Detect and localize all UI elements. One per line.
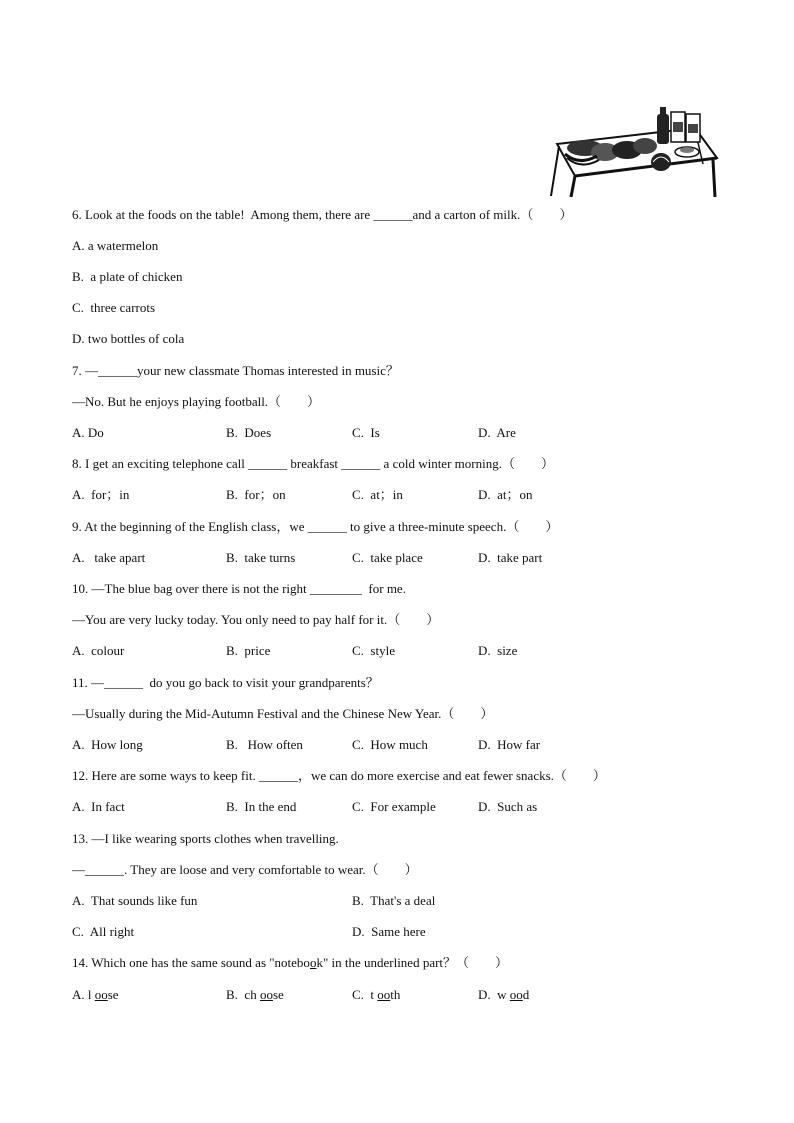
question-9-option-c: C. take place (352, 550, 423, 565)
question-12-option-c: C. For example (352, 799, 436, 814)
question-13-reply: —______. They are loose and very comfortable to wear.（ ） (72, 862, 418, 877)
question-10-option-a: A. colour (72, 643, 125, 658)
question-13-option-d: D. Same here (352, 924, 426, 939)
question-8-option-a: A. for；in (72, 487, 130, 502)
question-11-options (72, 737, 732, 753)
question-9-option-d: D. take part (478, 550, 543, 565)
question-7-option-a: A. Do (72, 425, 104, 440)
question-7-stem: 7. —______your new classmate Thomas interested in music？ (72, 363, 399, 378)
question-12-option-b: B. In the end (226, 799, 297, 814)
question-9-option-b: B. take turns (226, 550, 296, 565)
question-9-option-a: A. take apart (72, 550, 146, 565)
question-13-stem: 13. —I like wearing sports clothes when travelling. (72, 831, 339, 846)
question-12-option-d: D. Such as (478, 799, 538, 814)
question-10-option-b: B. price (226, 643, 271, 658)
question-14-stem: 14. Which one has the same sound as "notebook" in the underlined part？（ ） (72, 955, 509, 970)
question-8-option-c: C. at；in (352, 487, 403, 502)
question-14-option-d: D. w ood (478, 987, 530, 1002)
question-7-reply: —No. But he enjoys playing football.（ ） (72, 394, 321, 409)
question-13-options-row1 (72, 893, 732, 909)
question-9-options (72, 550, 732, 566)
question-8-stem: 8. I get an exciting telephone call ______ breakfast ______ a cold winter morning.（ ） (72, 456, 554, 471)
question-11-option-d: D. How far (478, 737, 541, 752)
question-9-stem: 9. At the beginning of the English class，we ______ to give a three-minute speech.（ ） (72, 519, 559, 534)
question-6-option-a: A. a watermelon (72, 238, 159, 253)
question-6-stem: 6. Look at the foods on the table! Among them, there are ______and a carton of milk.（ ） (72, 207, 573, 222)
question-10-option-d: D. size (478, 643, 518, 658)
question-8-option-b: B. for；on (226, 487, 286, 502)
question-8-option-d: D. at；on (478, 487, 533, 502)
question-14-option-a: A. l oose (72, 987, 119, 1002)
question-12-option-a: A. In fact (72, 799, 125, 814)
question-10-option-c: C. style (352, 643, 395, 658)
question-10-stem: 10. —The blue bag over there is not the right ________ for me. (72, 581, 406, 596)
question-7-option-d: D. Are (478, 425, 516, 440)
question-8-options (72, 487, 732, 503)
question-11-option-b: B. How often (226, 737, 303, 752)
question-13-option-c: C. All right (72, 924, 135, 939)
table-with-food-illustration (545, 104, 721, 198)
question-10-options (72, 643, 732, 659)
question-11-reply: —Usually during the Mid-Autumn Festival and the Chinese New Year.（ ） (72, 706, 494, 721)
question-13-option-b: B. That's a deal (352, 893, 436, 908)
question-12-stem: 12. Here are some ways to keep fit. ______，we can do more exercise and eat fewer snacks.（ ） (72, 768, 606, 783)
question-6-option-b: B. a plate of chicken (72, 269, 183, 284)
question-7-options (72, 425, 732, 441)
question-14-option-c: C. t ooth (352, 987, 401, 1002)
question-12-options (72, 799, 732, 815)
question-13-options-row2 (72, 924, 732, 940)
question-7-option-b: B. Does (226, 425, 272, 440)
question-11-stem: 11. —______ do you go back to visit your grandparents？ (72, 675, 379, 690)
question-6-option-c: C. three carrots (72, 300, 156, 315)
question-13-option-a: A. That sounds like fun (72, 893, 198, 908)
underlined-letters: o (309, 955, 317, 970)
question-14-option-b: B. ch oose (226, 987, 284, 1002)
question-11-option-c: C. How much (352, 737, 428, 752)
question-10-reply: —You are very lucky today. You only need to pay half for it.（ ） (72, 612, 440, 627)
question-6-option-d: D. two bottles of cola (72, 331, 185, 346)
question-14-options (72, 987, 732, 1003)
question-7-option-c: C. Is (352, 425, 380, 440)
question-11-option-a: A. How long (72, 737, 143, 752)
